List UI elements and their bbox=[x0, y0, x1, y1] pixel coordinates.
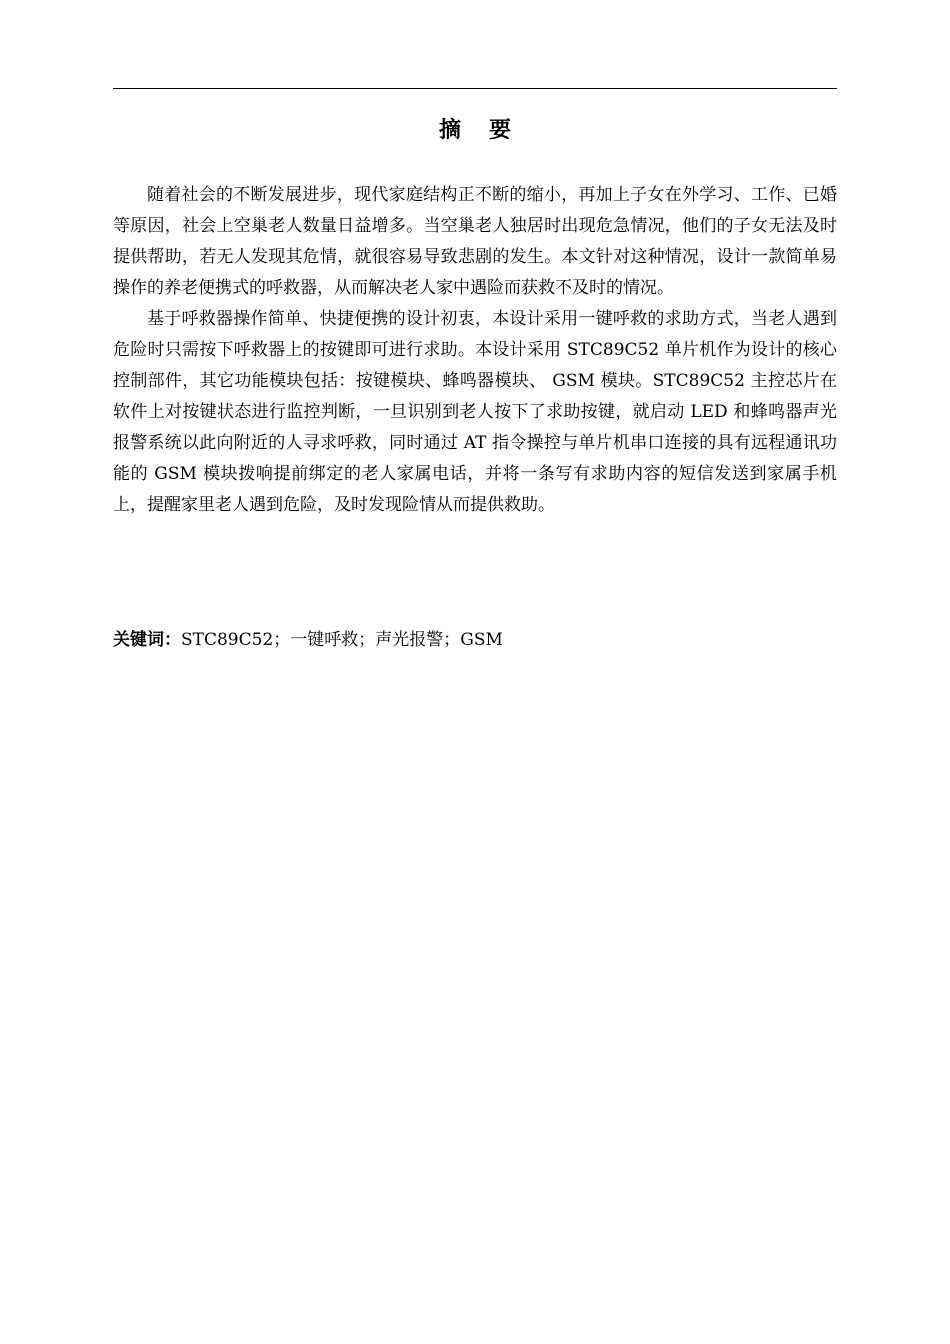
keywords-label: 关键词： bbox=[113, 630, 181, 650]
header-rule bbox=[113, 88, 837, 89]
document-page bbox=[113, 0, 837, 1344]
abstract-title bbox=[113, 114, 837, 148]
keywords-line bbox=[113, 625, 837, 656]
abstract-paragraph-1: 随着社会的不断发展进步，现代家庭结构正不断的缩小，再加上子女在外学习、工作、已婚等原因，社会上空巢老人数量日益增多。当空巢老人独居时出现危急情况，他们的子女无法及时提供帮助，若无人发现其危情，就很容易导致悲剧的发生。本文针对这种情况，设计一款简单易操作的养老便携式的呼救器，从而解决老人家中遇险而获救不及时的情况。 bbox=[113, 185, 837, 298]
abstract-paragraph-2: 基于呼救器操作简单、快捷便携的设计初衷，本设计采用一键呼救的求助方式，当老人遇到危险时只需按下呼救器上的按键即可进行求助。本设计采用 STC89C52 单片机作为设计的核心控制部件，其它功能模块包括：按键模块、蜂鸣器模块、 GSM 模块。STC89C52 主控芯片在软件上对按键状态进行监控判断，一旦识别到老人按下了求助按键，就启动 LED 和蜂鸣器声光报警系统以此向附近的人寻求呼救，同时通过 AT 指令操控与单片机串口连接的具有远程通讯功能的 GSM 模块拨响提前绑定的老人家属电话，并将一条写有求助内容的短信发送到家属手机上，提醒家里老人遇到危险，及时发现险情从而提供救助。 bbox=[113, 309, 837, 515]
keywords-text: STC89C52；一键呼救；声光报警；GSM bbox=[181, 630, 503, 650]
abstract-body bbox=[113, 180, 837, 521]
abstract-title-char-1: 摘 bbox=[438, 118, 461, 143]
abstract-title-char-2: 要 bbox=[489, 118, 512, 143]
